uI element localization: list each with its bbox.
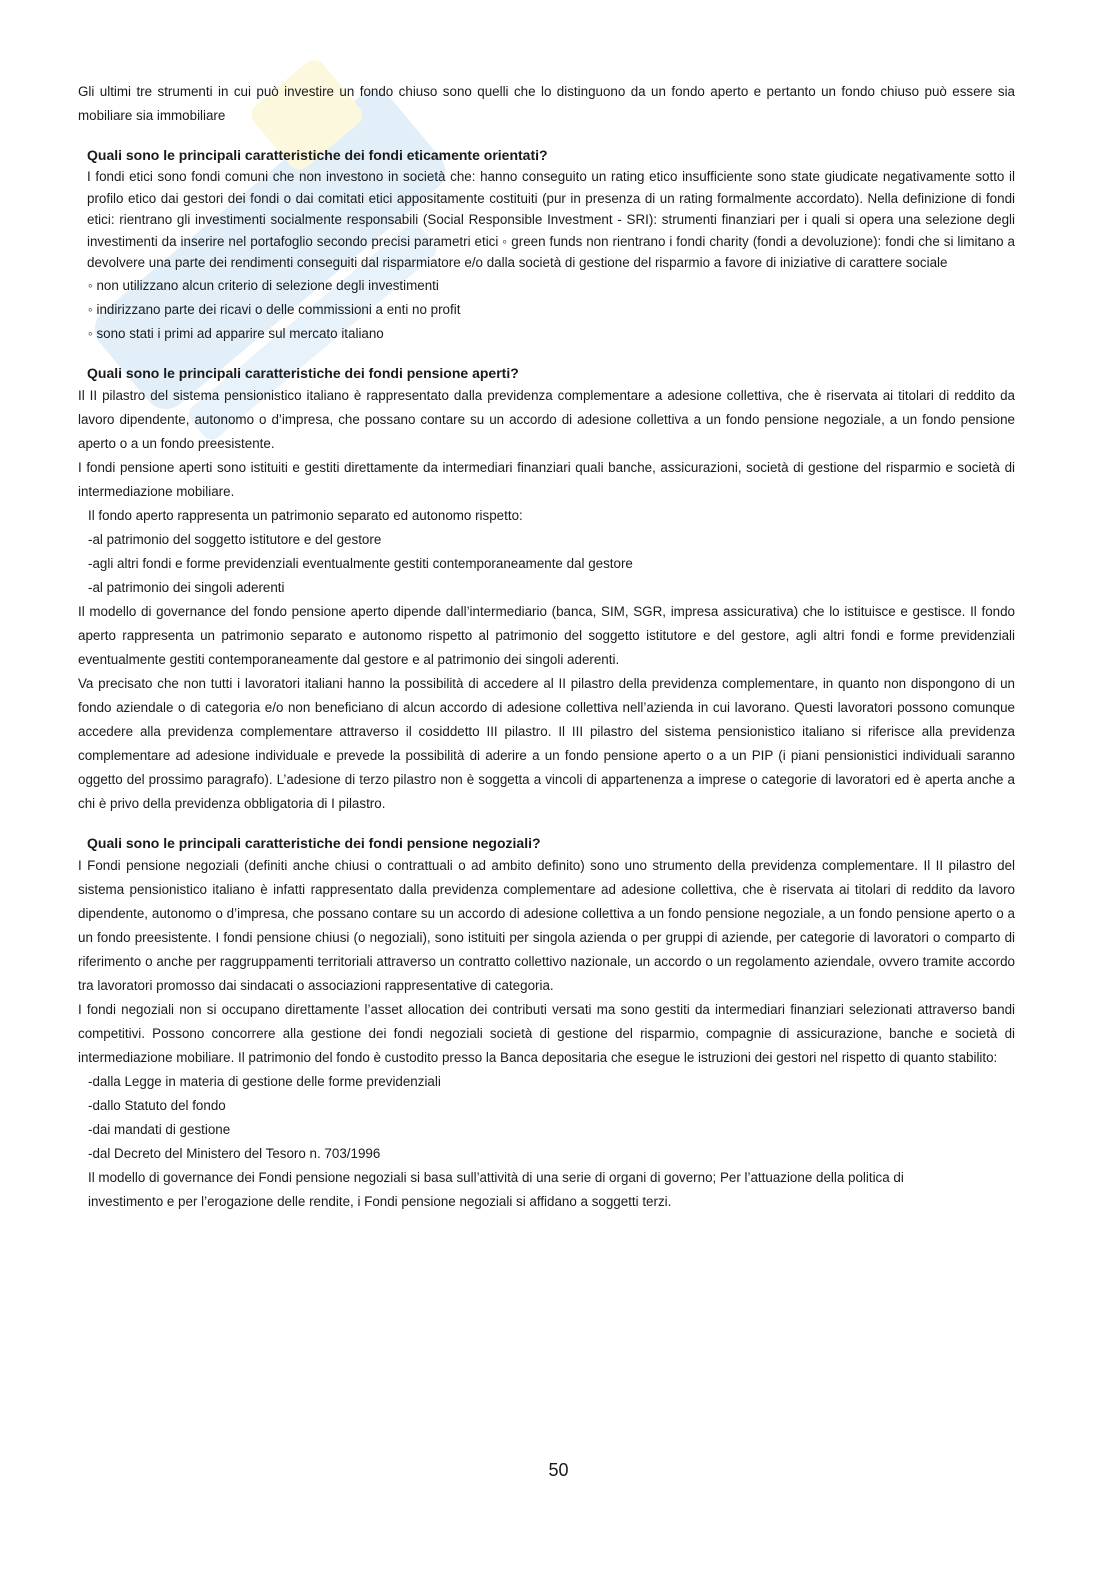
paragraph: I fondi negoziali non si occupano direttamente l’asset allocation dei contributi versati ma sono gestiti da intermediari finanziari selezionati attraverso bandi competitivi. Possono concorrere alla gestione dei fondi negoziali società di gestione del risparmio, compagnie di assicurazione, banche e società di intermediazione mobiliare. Il patrimonio del fondo è custodito presso la Banca depositaria che esegue le istruzioni dei gestori nel rispetto di quanto stabilito: <box>78 1001 1015 1065</box>
list-item: -al patrimonio del soggetto istitutore e del gestore <box>88 531 382 547</box>
bullet-item: ◦ indirizzano parte dei ricavi o delle commissioni a enti no profit <box>88 301 461 317</box>
paragraph: I fondi pensione aperti sono istituiti e gestiti direttamente da intermediari finanziari quali banche, assicurazioni, società di gestione del risparmio e società di intermediazione mobiliare. <box>78 459 1015 499</box>
paragraph-fondi-etici: I fondi etici sono fondi comuni che non investono in società che: hanno conseguito un rating etico insufficiente sono state giudicate negativamente sotto il profilo etico dai gestori dei fondi o dai comitati etici appositamente costituiti (pur in presenza di un rating formalmente accordato). Nella definizione di fondi etici: rientrano gli investimenti socialmente responsabili (Social Responsible Investment - SRI): strumenti finanziari per i quali si opera una selezione degli investimenti da inserire nel portafoglio secondo precisi parametri etici ◦ green funds non rientrano i fondi charity (fondi a devoluzione): fondi che si limitano a devolvere una parte dei rendimenti conseguiti dal risparmiatore e/o dalla società di gestione del risparmio a favore di iniziative di carattere sociale <box>87 169 1015 270</box>
paragraph: I Fondi pensione negoziali (definiti anche chiusi o contrattuali o ad ambito definito) sono uno strumento della previdenza complementare. Il II pilastro del sistema pensionistico italiano è infatti rappresentato dalla previdenza complementare ad adesione collettiva, che è riservata ai titolari di reddito da lavoro dipendente, autonomo o d’impresa, che possano contare su un accordo di adesione collettiva a un fondo pensione negoziale, a un fondo pensione aperto o a un fondo preesistente. I fondi pensione chiusi (o negoziali), sono istituiti per singola azienda o per gruppi di aziende, per categorie di lavoratori o comparto di riferimento o anche per raggruppamenti territoriali attraverso un contratto collettivo nazionale, un accordo o un regolamento aziendale, ovvero tramite accordo tra lavoratori promosso dai sindacati o associazioni rappresentative di categoria. <box>78 857 1015 993</box>
bullet-item: ◦ non utilizzano alcun criterio di selezione degli investimenti <box>88 277 439 293</box>
document-body <box>78 80 1015 1214</box>
bullet-item: ◦ sono stati i primi ad apparire sul mercato italiano <box>88 325 384 341</box>
heading-fondi-etici: Quali sono le principali caratteristiche dei fondi eticamente orientati? <box>87 147 548 163</box>
heading-fondi-pensione-aperti: Quali sono le principali caratteristiche dei fondi pensione aperti? <box>87 364 519 381</box>
paragraph: Il modello di governance del fondo pensione aperto dipende dall’intermediario (banca, SIM, SGR, impresa assicurativa) che lo istituisce e gestisce. Il fondo aperto rappresenta un patrimonio separato e autonomo rispetto al patrimonio del soggetto istitutore e del gestore, agli altri fondi e forme previdenziali eventualmente gestiti contemporaneamente dal gestore e al patrimonio dei singoli aderenti. <box>78 603 1015 667</box>
list-item: -dal Decreto del Ministero del Tesoro n. 703/1996 <box>88 1145 381 1161</box>
paragraph: investimento e per l’erogazione delle rendite, i Fondi pensione negoziali si affidano a soggetti terzi. <box>88 1193 672 1209</box>
list-item: -agli altri fondi e forme previdenziali eventualmente gestiti contemporaneamente dal gestore <box>88 555 633 571</box>
paragraph: Il II pilastro del sistema pensionistico italiano è rappresentato dalla previdenza complementare a adesione collettiva, che è riservata ai titolari di reddito da lavoro dipendente, autonomo o d’impresa, che possano contare su un accordo di adesione collettiva a un fondo pensione negoziale, a un fondo pensione aperto o a un fondo preesistente. <box>78 387 1015 451</box>
heading-fondi-pensione-negoziali: Quali sono le principali caratteristiche dei fondi pensione negoziali? <box>87 834 541 851</box>
list-item: -dalla Legge in materia di gestione delle forme previdenziali <box>88 1073 441 1089</box>
list-item: -dallo Statuto del fondo <box>88 1097 226 1113</box>
list-item: -dai mandati di gestione <box>88 1121 231 1137</box>
paragraph: Il modello di governance dei Fondi pensione negoziali si basa sull’attività di una serie di organi di governo; Per l’attuazione della politica di <box>88 1169 904 1185</box>
paragraph: Va precisato che non tutti i lavoratori italiani hanno la possibilità di accedere al II pilastro della previdenza complementare, in quanto non dispongono di un fondo aziendale o di categoria e/o non beneficiano di alcun accordo di adesione collettiva nell’azienda in cui lavorano. Questi lavoratori possono comunque accedere alla previdenza complementare attraverso il cosiddetto III pilastro. Il III pilastro del sistema pensionistico italiano si riferisce alla previdenza complementare ad adesione individuale e prevede la possibilità di aderire a un fondo pensione aperto o a un PIP (i piani pensionistici individuali saranno oggetto del prossimo paragrafo). L’adesione di terzo pilastro non è soggetta a vincoli di appartenenza a imprese o categorie di lavoratori ed è aperta anche a chi è privo della previdenza obbligatoria di I pilastro. <box>78 675 1015 811</box>
list-item: -al patrimonio dei singoli aderenti <box>88 579 285 595</box>
page-number: 50 <box>548 1460 569 1480</box>
intro-paragraph: Gli ultimi tre strumenti in cui può investire un fondo chiuso sono quelli che lo distinguono da un fondo aperto e pertanto un fondo chiuso può essere sia mobiliare sia immobiliare <box>78 84 1015 123</box>
list-intro: Il fondo aperto rappresenta un patrimonio separato ed autonomo rispetto: <box>88 507 523 523</box>
